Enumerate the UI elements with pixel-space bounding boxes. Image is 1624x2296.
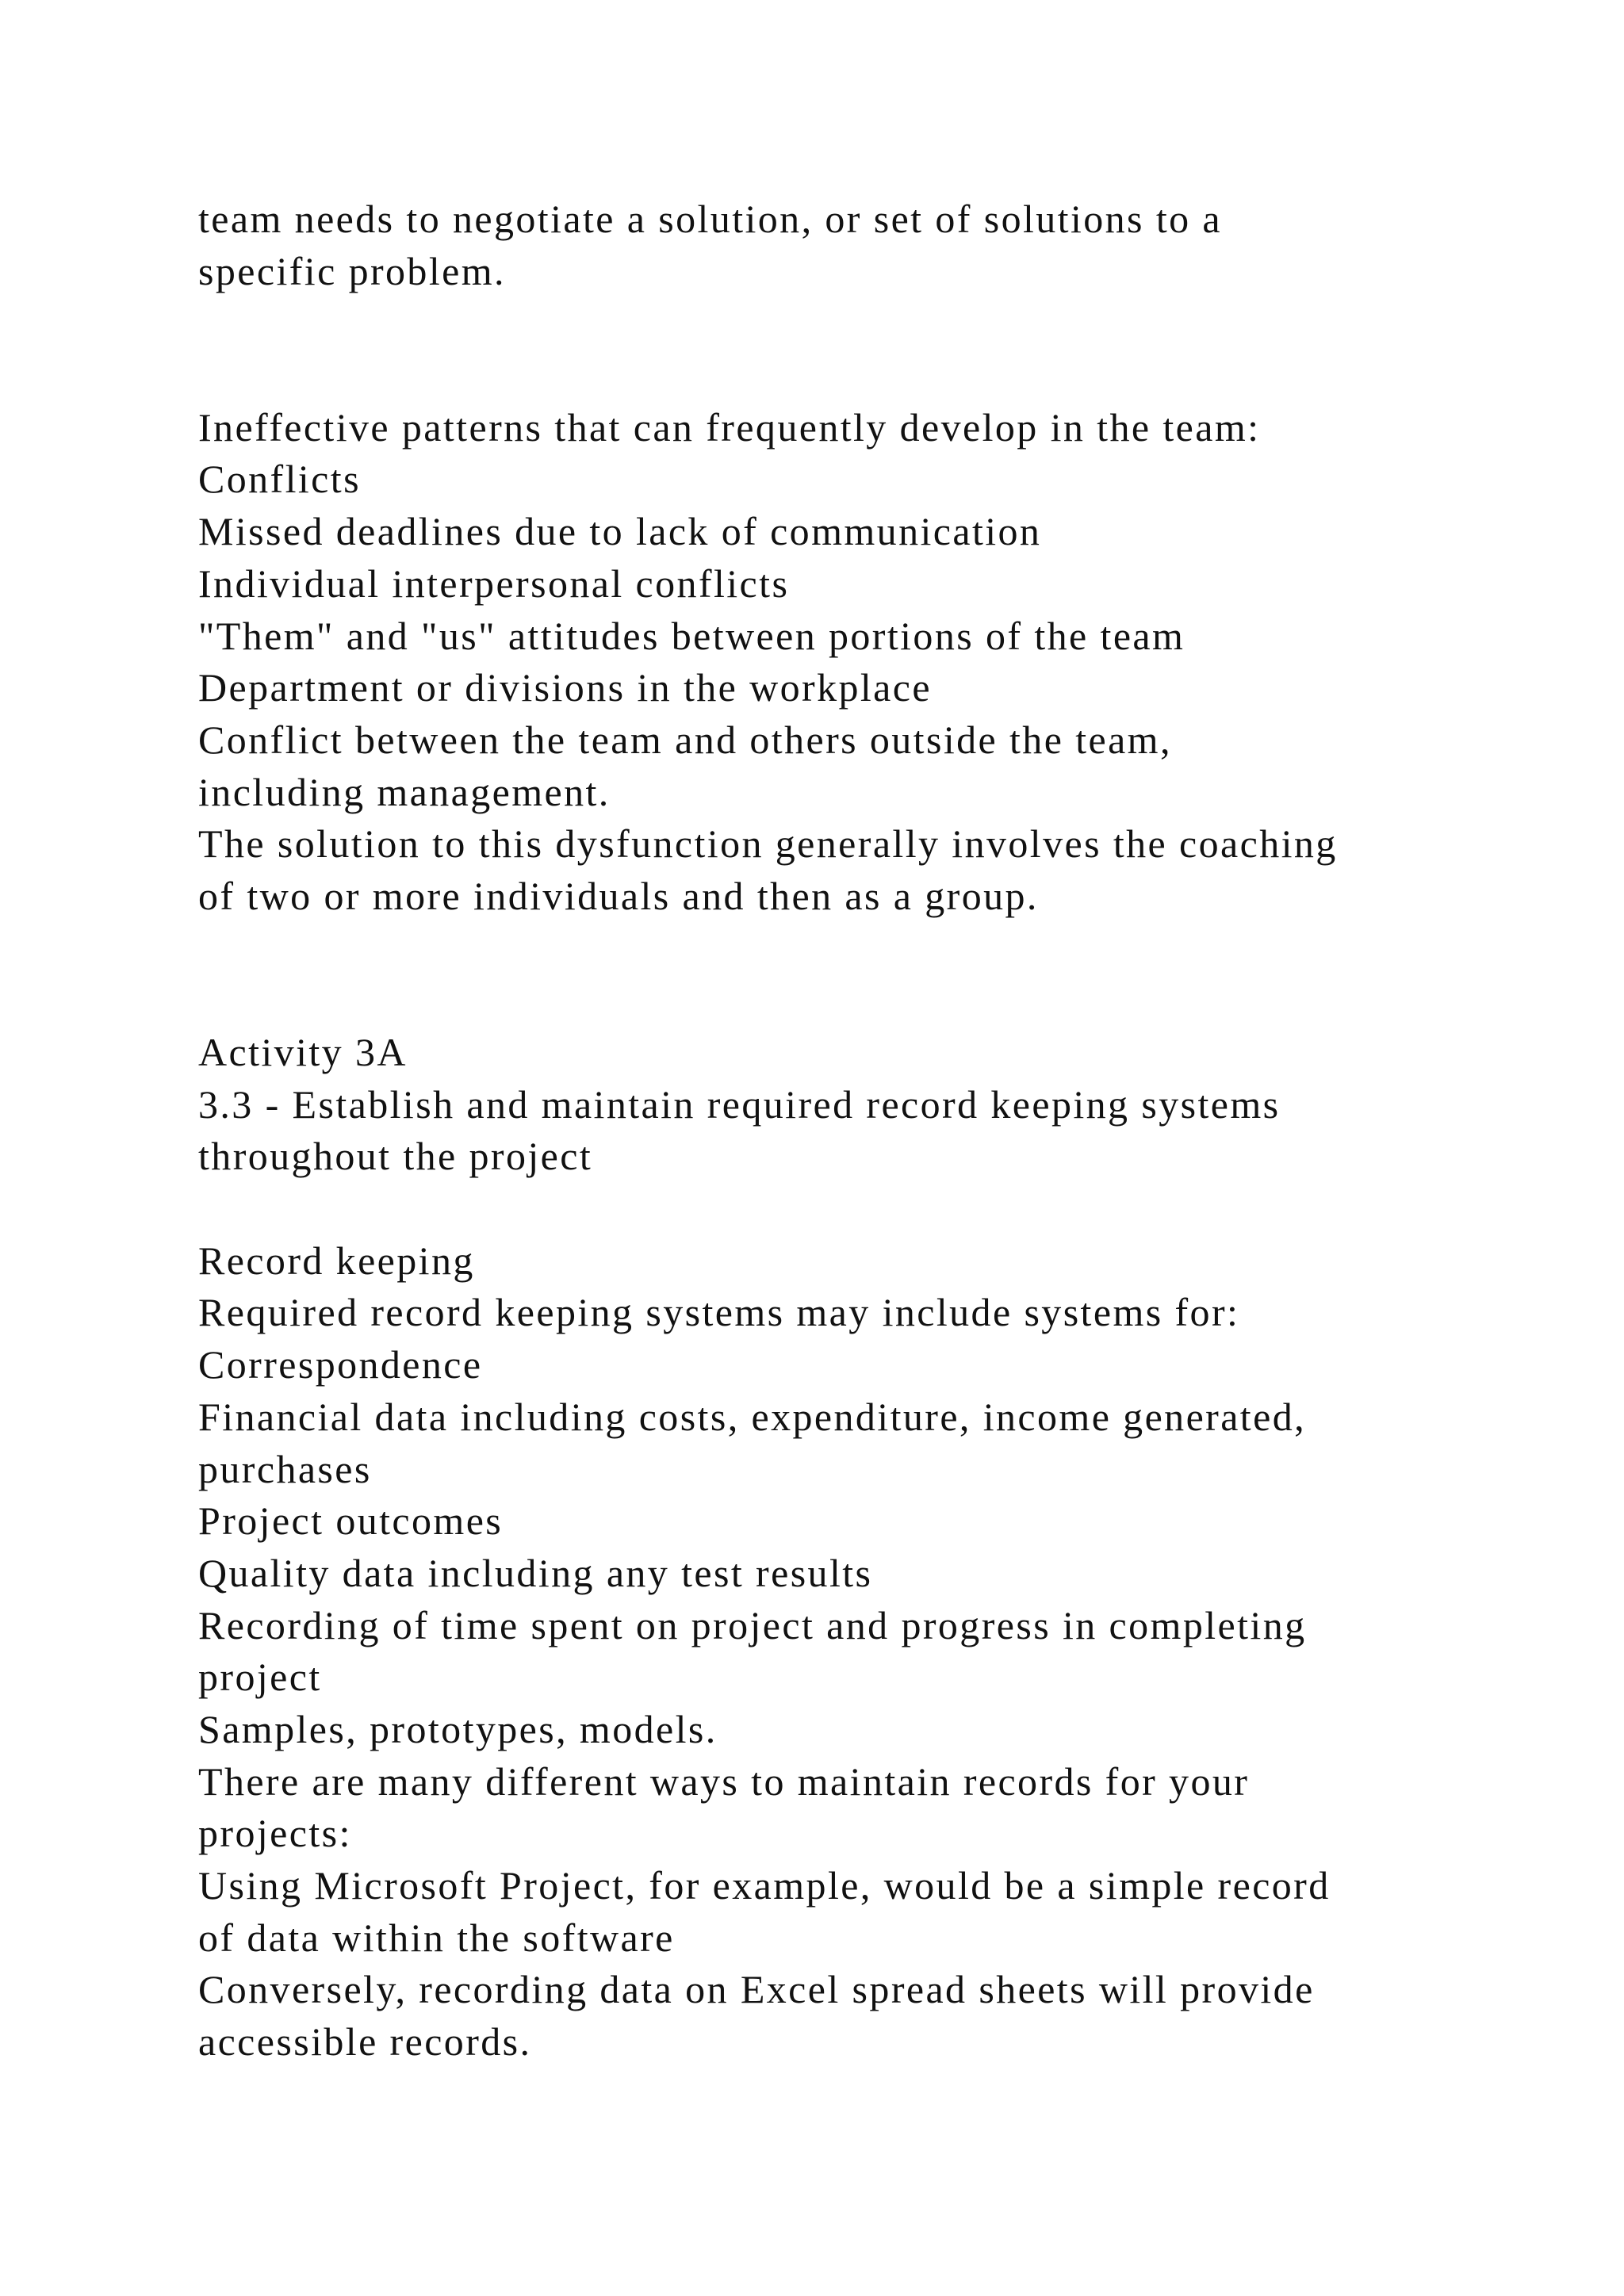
text-line: projects:: [198, 1811, 352, 1856]
text-line: There are many different ways to maintain records for your: [198, 1758, 1250, 1804]
text-line: including management.: [198, 769, 611, 814]
document-body: [198, 193, 1546, 2068]
text-line: accessible records.: [198, 2019, 532, 2064]
text-line: team needs to negotiate a solution, or set of solutions to a: [198, 197, 1222, 241]
text-line: 3.3 - Establish and maintain required record keeping systems: [198, 1081, 1281, 1127]
activity-title: Activity 3A: [198, 1030, 408, 1075]
text-line: Conversely, recording data on Excel spread sheets will provide: [198, 1967, 1315, 2012]
text-line: project: [198, 1655, 322, 1700]
text-line: Ineffective patterns that can frequently develop in the team:: [198, 404, 1261, 450]
paragraph-spacer: [198, 1183, 1546, 1235]
text-line: The solution to this dysfunction generally involves the coaching: [198, 821, 1338, 867]
text-line: Required record keeping systems may include systems for:: [198, 1290, 1240, 1335]
text-line: Individual interpersonal conflicts: [198, 561, 790, 606]
text-line: Financial data including costs, expenditure, income generated,: [198, 1394, 1306, 1439]
text-line: Project outcomes: [198, 1498, 504, 1544]
section-title: Record keeping: [198, 1238, 475, 1283]
text-line: Samples, prototypes, models.: [198, 1706, 718, 1751]
text-line: Conflicts: [198, 457, 361, 502]
text-line: Missed deadlines due to lack of communication: [198, 509, 1042, 554]
text-line: Conflict between the team and others outside the team,: [198, 717, 1172, 762]
text-line: of data within the software: [198, 1915, 675, 1960]
text-line: Correspondence: [198, 1342, 483, 1387]
text-line: Using Microsoft Project, for example, would be a simple record: [198, 1863, 1331, 1908]
text-line: of two or more individuals and then as a group.: [198, 873, 1039, 918]
text-line: Department or divisions in the workplace: [198, 665, 932, 710]
text-line: "Them" and "us" attitudes between portions of the team: [198, 613, 1185, 658]
text-line: purchases: [198, 1446, 372, 1491]
paragraph-record-keeping: [198, 1235, 1546, 2068]
text-line: Recording of time spent on project and progress in completing: [198, 1602, 1307, 1647]
text-line: specific problem.: [198, 248, 506, 293]
paragraph-activity-heading: [198, 1027, 1546, 1183]
paragraph-spacer: [198, 297, 1546, 401]
paragraph-ineffective-patterns: [198, 402, 1546, 923]
paragraph-problem-solving: [198, 193, 1546, 297]
paragraph-spacer: [198, 923, 1546, 1027]
text-line: throughout the project: [198, 1134, 593, 1179]
text-line: Quality data including any test results: [198, 1550, 873, 1595]
